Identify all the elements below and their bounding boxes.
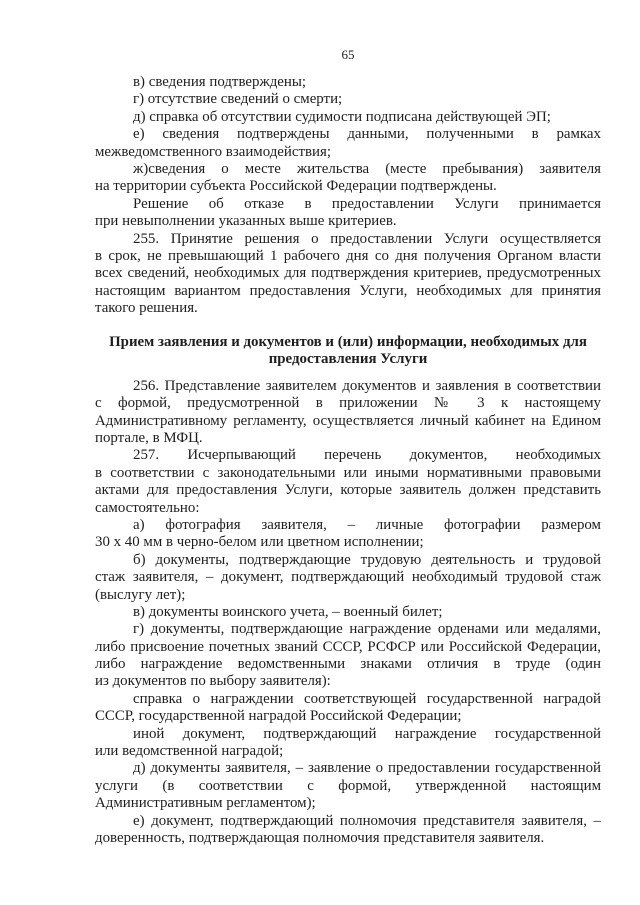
text-line: д) документы заявителя, – заявление о предоставлении государственной [133,760,601,777]
page-number: 65 [341,47,355,62]
text-line: а) фотография заявителя, – личные фотографии размером [133,516,601,533]
text-line: 255. Принятие решения о предоставлении Услуги осуществляется [133,230,601,247]
text-line: при невыполнении указанных выше критериев. [95,213,397,230]
text-line: ж)сведения о месте жительства (месте пребывания) заявителя [133,160,601,177]
text-line: иной документ, подтверждающий награждение государственной [133,725,601,742]
text-line: 30 x 40 мм в черно-белом или цветном исполнении; [95,534,424,551]
text-line: актами для предоставления Услуги, которые заявитель должен представить [95,482,601,499]
text-line: б) документы, подтверждающие трудовую деятельность и трудовой [133,551,601,568]
text-line: д) справка об отсутствии судимости подписана действующей ЭП; [133,108,551,125]
section-heading [95,334,601,369]
document-item-d [95,760,601,812]
criterion-v [95,74,601,91]
text-line: справка о награждении соответствующей государственной наградой [133,690,601,707]
text-line: 256. Представление заявителем документов и заявления в соответствии [133,377,601,394]
text-line: на территории субъекта Российской Федерации подтверждены. [95,178,497,195]
heading-line: Прием заявления и документов и (или) информации, необходимых для [109,333,587,350]
document-item-g [95,621,601,691]
text-line: либо награждение ведомственными знаками отличия в труде (один [95,656,601,673]
document-item-v [95,604,601,621]
criterion-d [95,109,601,126]
text-line: 257. Исчерпывающий перечень документов, необходимых [133,447,601,464]
text-line: г) документы, подтверждающие награждение орденами или медалями, [133,621,601,638]
criterion-g [95,91,601,108]
text-line: г) отсутствие сведений о смерти; [133,91,343,108]
criterion-e [95,126,601,161]
criterion-zh [95,161,601,196]
text-line: межведомственного взаимодействия; [95,143,331,160]
text-line: из документов по выбору заявителя): [95,673,331,690]
text-line: портале, в МФЦ. [95,430,203,446]
text-line: самостоятельно: [95,499,200,516]
document-item-b [95,552,601,604]
text-line: в срок, не превышающий 1 рабочего дня со дня получения Органом власти [95,247,601,264]
text-line: в) документы воинского учета, – военный билет; [133,603,443,620]
text-line: такого решения. [95,300,198,317]
text-line: (выслугу лет); [95,586,186,603]
clause-256 [95,378,601,448]
document-item-e [95,813,601,848]
text-line: услуги (в соответствии с формой, утвержденной настоящим [95,777,601,794]
text-line: в) сведения подтверждены; [133,74,307,90]
text-line: Решение об отказе в предоставлении Услуги принимается [133,195,601,212]
text-line: СССР, государственной наградой Российской Федерации; [95,708,462,725]
text-line: е) сведения подтверждены данными, полученными в рамках [133,126,601,143]
document-item-a [95,517,601,552]
clause-257 [95,447,601,517]
document-body [95,74,601,847]
other-award-document-item [95,726,601,761]
text-line: или ведомственной наградой; [95,743,284,760]
text-line: всех сведений, необходимых для подтверждения критериев, предусмотренных [95,265,601,282]
text-line: доверенность, подтверждающая полномочия представителя заявителя. [95,829,545,846]
refusal-decision-paragraph [95,196,601,231]
award-certificate-item [95,691,601,726]
text-line: Административному регламенту, осуществляется личный кабинет на Едином [95,412,601,429]
text-line: в соответствии с законодательными или иными нормативными правовыми [95,464,601,481]
text-line: стаж заявителя, – документ, подтверждающий необходимый трудовой стаж [95,569,601,586]
text-line: с формой, предусмотренной в приложении № 3 к настоящему [95,395,601,412]
text-line: либо присвоение почетных званий СССР, РСФСР или Российской Федерации, [95,638,601,655]
heading-line: предоставления Услуги [268,351,428,368]
text-line: е) документ, подтверждающий полномочия представителя заявителя, – [133,812,601,829]
text-line: настоящим вариантом предоставления Услуги, необходимых для принятия [95,282,601,299]
text-line: Административным регламентом); [95,795,316,812]
clause-255 [95,231,601,318]
